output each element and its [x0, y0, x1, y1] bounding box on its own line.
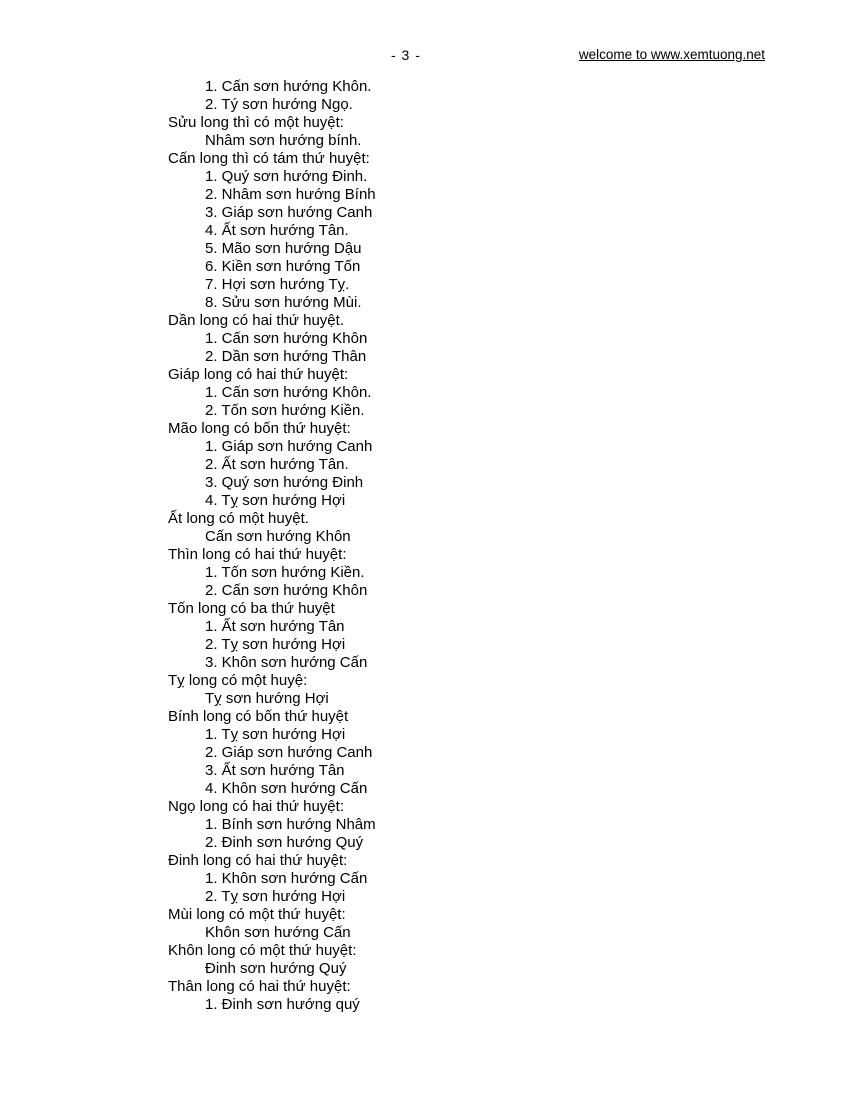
text-line: Bính long có bốn thứ huyệt — [168, 708, 349, 725]
text-line: 1. Ất sơn hướng Tân — [205, 618, 345, 635]
text-line: 1. Đinh sơn hướng quý — [205, 996, 360, 1013]
text-line: Dần long có hai thứ huyệt. — [168, 312, 344, 329]
text-line: Mùi long có một thứ huyệt: — [168, 906, 346, 923]
text-line: 1. Tốn sơn hướng Kiền. — [205, 564, 365, 581]
text-line: 2. Tỵ sơn hướng Hợi — [205, 636, 346, 653]
text-line: Mão long có bốn thứ huyệt: — [168, 420, 351, 437]
text-line: 8. Sửu sơn hướng Mùi. — [205, 294, 362, 311]
text-line: Tỵ long có một huyệ: — [168, 672, 308, 689]
text-line: Thân long có hai thứ huyệt: — [168, 978, 351, 995]
text-line: Khôn sơn hướng Cấn — [205, 924, 351, 941]
text-line: 2. Đinh sơn hướng Quý — [205, 834, 364, 851]
text-line: 1. Bính sơn hướng Nhâm — [205, 816, 376, 833]
text-line: 6. Kiền sơn hướng Tốn — [205, 258, 361, 275]
text-line: 4. Khôn sơn hướng Cấn — [205, 780, 368, 797]
text-line: 3. Ất sơn hướng Tân — [205, 762, 345, 779]
text-line: 2. Nhâm sơn hướng Bính — [205, 186, 376, 203]
text-line: Cấn long thì có tám thứ huyệt: — [168, 150, 370, 167]
text-line: Cấn sơn hướng Khôn — [205, 528, 351, 545]
text-line: 3. Quý sơn hướng Đinh — [205, 474, 364, 491]
text-line: 2. Cấn sơn hướng Khôn — [205, 582, 368, 599]
text-line: Ất long có một huyệt. — [168, 510, 309, 527]
text-line: Tỵ sơn hướng Hợi — [205, 690, 329, 707]
text-line: Khôn long có một thứ huyệt: — [168, 942, 357, 959]
text-line: Thìn long có hai thứ huyệt: — [168, 546, 347, 563]
text-line: 1. Khôn sơn hướng Cấn — [205, 870, 368, 887]
text-line: 4. Ất sơn hướng Tân. — [205, 222, 349, 239]
text-line: 2. Dần sơn hướng Thân — [205, 348, 367, 365]
text-line: 3. Giáp sơn hướng Canh — [205, 204, 373, 221]
header-link[interactable]: welcome to www.xemtuong.net — [578, 47, 765, 62]
document-body — [168, 78, 376, 1014]
page-number: - 3 - — [391, 47, 421, 63]
text-line: 1. Quý sơn hướng Đinh. — [205, 168, 368, 185]
text-line: 7. Hợi sơn hướng Tỵ. — [205, 276, 350, 293]
text-line: Đinh long có hai thứ huyệt: — [168, 852, 348, 869]
text-line: 5. Mão sơn hướng Dậu — [205, 240, 362, 257]
text-line: Giáp long có hai thứ huyệt: — [168, 366, 349, 383]
text-line: 3. Khôn sơn hướng Cấn — [205, 654, 368, 671]
text-line: 2. Tỵ sơn hướng Hợi — [205, 888, 346, 905]
text-line: 2. Giáp sơn hướng Canh — [205, 744, 373, 761]
text-line: Tốn long có ba thứ huyệt — [168, 600, 335, 617]
text-line: Ngọ long có hai thứ huyệt: — [168, 798, 344, 815]
text-line: 1. Cấn sơn hướng Khôn. — [205, 78, 372, 95]
text-line: 1. Cấn sơn hướng Khôn. — [205, 384, 372, 401]
text-line: 4. Tỵ sơn hướng Hợi — [205, 492, 346, 509]
text-line: Nhâm sơn hướng bính. — [205, 132, 362, 149]
text-line: 1. Giáp sơn hướng Canh — [205, 438, 373, 455]
text-line: 1. Cấn sơn hướng Khôn — [205, 330, 368, 347]
text-line: 2. Tý sơn hướng Ngọ. — [205, 96, 353, 113]
text-line: Đinh sơn hướng Quý — [205, 960, 347, 977]
text-line: Sửu long thì có một huyệt: — [168, 114, 344, 131]
text-line: 2. Ất sơn hướng Tân. — [205, 456, 349, 473]
text-line: 1. Tỵ sơn hướng Hợi — [205, 726, 346, 743]
text-line: 2. Tốn sơn hướng Kiền. — [205, 402, 365, 419]
